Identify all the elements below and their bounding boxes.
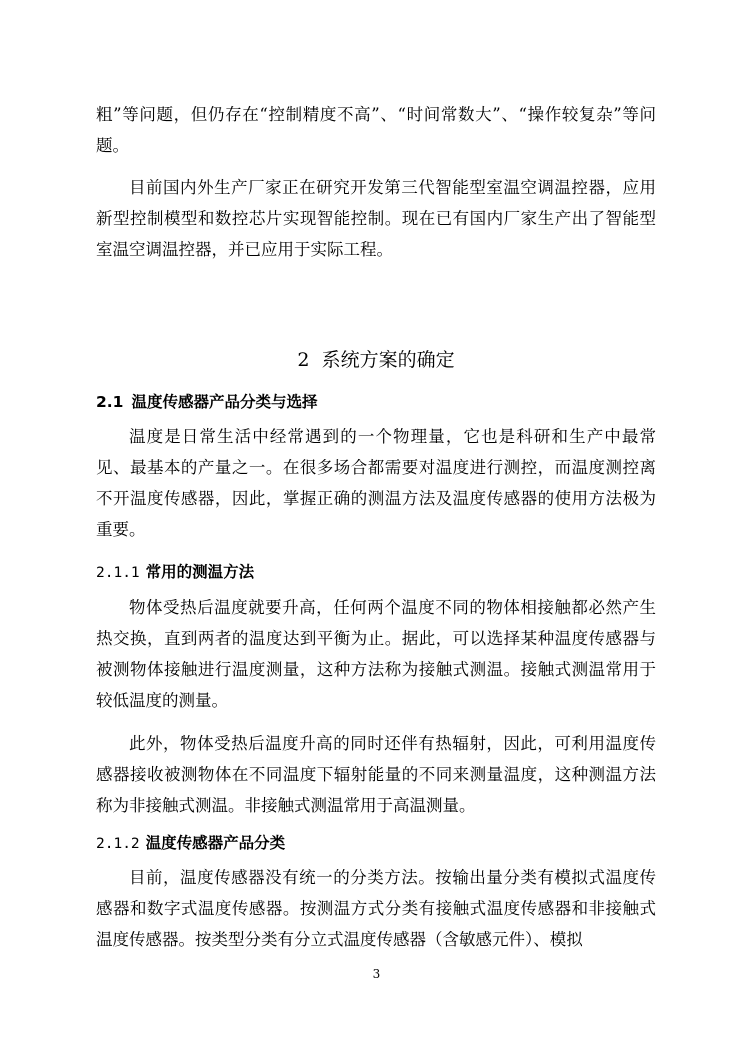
intro-paragraph-end: 粗”等问题，但仍存在“控制精度不高”、“时间常数大”、“操作较复杂”等问题。 [96, 105, 656, 155]
section-2-1-2-paragraph: 目前，温度传感器没有统一的分类方法。按输出量分类有模拟式温度传感器和数字式温度传感器。按测温方式分类有接触式温度传感器和非接触式温度传感器。按类型分类有分立式温度传感器（含敏感元件）、模拟 [96, 868, 656, 949]
chapter-number: 2 [297, 349, 310, 371]
section-2-1-1-title: 常用的测温方法 [145, 563, 255, 581]
section-2-1-2-title: 温度传感器产品分类 [145, 834, 286, 852]
chapter-title: 系统方案的确定 [321, 349, 455, 371]
section-2-1-1-number: 2.1.1 [96, 565, 140, 581]
page-number: 3 [372, 967, 381, 981]
section-2-1-paragraph: 温度是日常生活中经常遇到的一个物理量，它也是科研和生产中最常见、最基本的产量之一。在很多场合都需要对温度进行测控，而温度测控离不开温度传感器，因此，掌握正确的测温方法及温度传感器的使用方法极为重要。 [96, 427, 656, 539]
section-2-1-title: 温度传感器产品分类与选择 [131, 393, 318, 411]
chapter-heading [96, 344, 656, 376]
section-2-1-2-number: 2.1.2 [96, 836, 140, 852]
section-2-1-number: 2.1 [96, 393, 124, 411]
section-2-1-1-paragraph-1: 物体受热后温度就要升高，任何两个温度不同的物体相接触都必然产生热交换，直到两者的温度达到平衡为止。据此，可以选择某种温度传感器与被测物体接触进行温度测量，这种方法称为接触式测温。接触式测温常用于较低温度的测量。 [96, 598, 656, 710]
section-2-1-1-heading [96, 558, 254, 587]
section-2-1-1-paragraph-2: 此外，物体受热后温度升高的同时还伴有热辐射，因此，可利用温度传感器接收被测物体在不同温度下辐射能量的不同来测量温度，这种测温方法称为非接触式测温。非接触式测温常用于高温测量。 [96, 734, 656, 815]
section-2-1-2-heading [96, 829, 285, 858]
intro-paragraph-2: 目前国内外生产厂家正在研究开发第三代智能型室温空调温控器，应用新型控制模型和数控芯片实现智能控制。现在已有国内厂家生产出了智能型室温空调温控器，并已应用于实际工程。 [96, 178, 656, 259]
section-2-1-heading [96, 388, 317, 416]
